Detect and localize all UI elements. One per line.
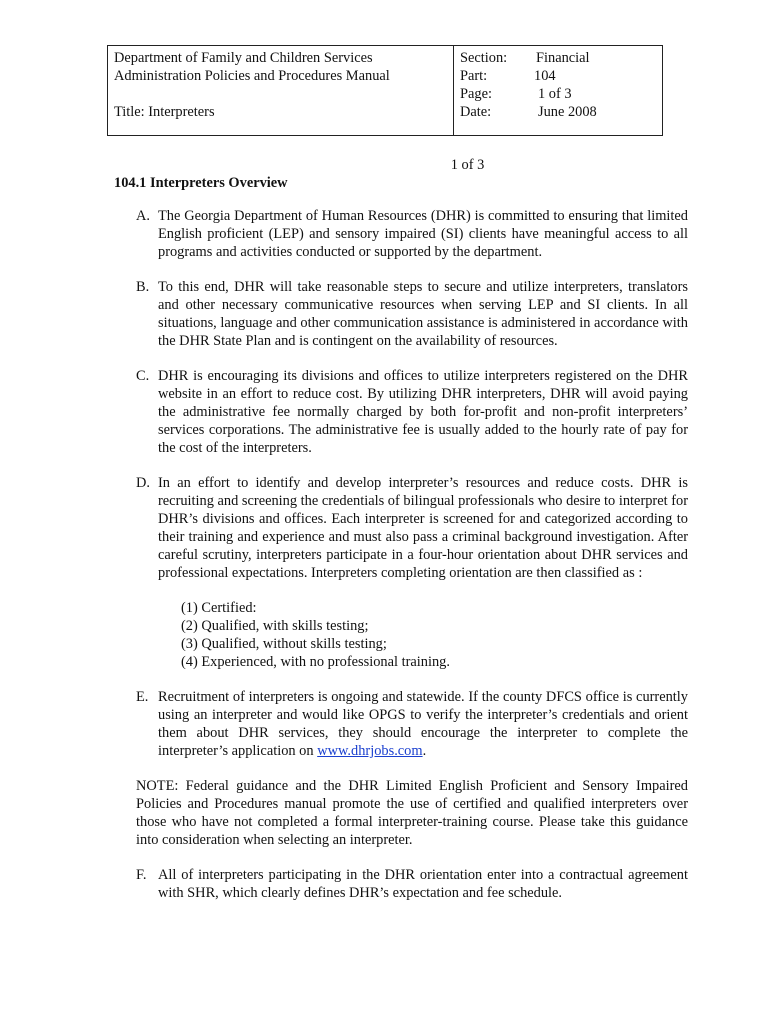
note-paragraph: NOTE: Federal guidance and the DHR Limited English Proficient and Sensory Impaired Policies and Procedures manual promote the use of certified and qualified interpreters over those who have not completed a formal interpreter-training course. Please take this guidance into consideration when selecting an interpreter. [136,778,688,848]
policy-item-e [136,688,688,760]
list-item: (4) Experienced, with no professional training. [181,654,450,670]
item-text: To this end, DHR will take reasonable steps to secure and utilize interpreters, translators and other necessary communicative resources when serving LEP and SI clients. In all situations, language and other communication assistance is administered in accordance with the DHR State Plan and is contingent on the availability of resources. [158,279,688,349]
item-text: All of interpreters participating in the DHR orientation enter into a contractual agreement with SHR, which clearly defines DHR’s expectation and fee schedule. [158,867,688,901]
policy-item-f [136,866,688,902]
list-item: (3) Qualified, without skills testing; [181,636,387,652]
section-title: 104.1 Interpreters Overview [114,175,288,191]
item-label: C. [136,368,150,384]
item-text: Recruitment of interpreters is ongoing and statewide. If the county DFCS office is currently using an interpreter and would like OPGS to verify the interpreter’s credentials and orient them about DHR services, they should encourage the interpreter to complete the interpreter’s application on [158,689,688,759]
policy-item-a [136,207,688,261]
item-label: E. [136,689,149,705]
header-left-cell [108,46,454,135]
dhrjobs-link[interactable]: www.dhrjobs.com [317,743,423,759]
document-header [107,45,663,136]
part-label: Part: [460,68,488,84]
item-text: DHR is encouraging its divisions and offices to utilize interpreters registered on the DHR website in an effort to reduce cost. By utilizing DHR interpreters, DHR will avoid paying the administrative fee normally charged by both for-profit and non-profit interpreters’ services corporations. The administrative fee is usually added to the hourly rate of pay for the cost of the interpreters. [158,368,688,456]
policy-item-b [136,278,688,350]
item-text-end: . [422,743,427,759]
manual-name: Administration Policies and Procedures Manual [114,68,390,84]
date-value: June 2008 [538,104,597,120]
date-label: Date: [460,104,492,120]
item-text: The Georgia Department of Human Resources (DHR) is committed to ensuring that limited English proficient (LEP) and sensory impaired (SI) clients have meaningful access to all programs and activities conducted or supported by the department. [158,208,688,260]
part-row [460,67,662,85]
list-item: (1) Certified: [181,600,257,616]
document-title: Title: Interpreters [114,104,215,120]
section-row [460,49,662,67]
policy-item-d [136,474,688,582]
list-item: (2) Qualified, with skills testing; [181,618,369,634]
page-value: 1 of 3 [538,86,572,102]
item-label: A. [136,208,150,224]
item-text: In an effort to identify and develop interpreter’s resources and reduce costs. DHR is recruiting and screening the credentials of bilingual professionals who desire to interpret for DHR’s divisions and offices. Each interpreter is screened for and categorized according to their training and experience and must also pass a criminal background investigation. After careful scrutiny, interpreters participate in a four-hour orientation about DHR services and professional expectations. Interpreters completing orientation are then classified as : [158,475,688,581]
page-indicator: 1 of 3 [450,157,485,173]
date-row [460,103,662,121]
policy-item-c [136,367,688,457]
department-name: Department of Family and Children Services [114,50,373,66]
part-value: 104 [534,68,556,84]
header-right-cell [454,46,662,138]
section-value: Financial [536,50,590,66]
page-label: Page: [460,86,492,102]
policy-items [136,207,688,919]
item-label: D. [136,475,150,491]
item-label: B. [136,279,150,295]
section-label: Section: [460,50,508,66]
page-row [460,85,662,103]
classification-list [181,599,688,671]
item-label: F. [136,867,147,883]
